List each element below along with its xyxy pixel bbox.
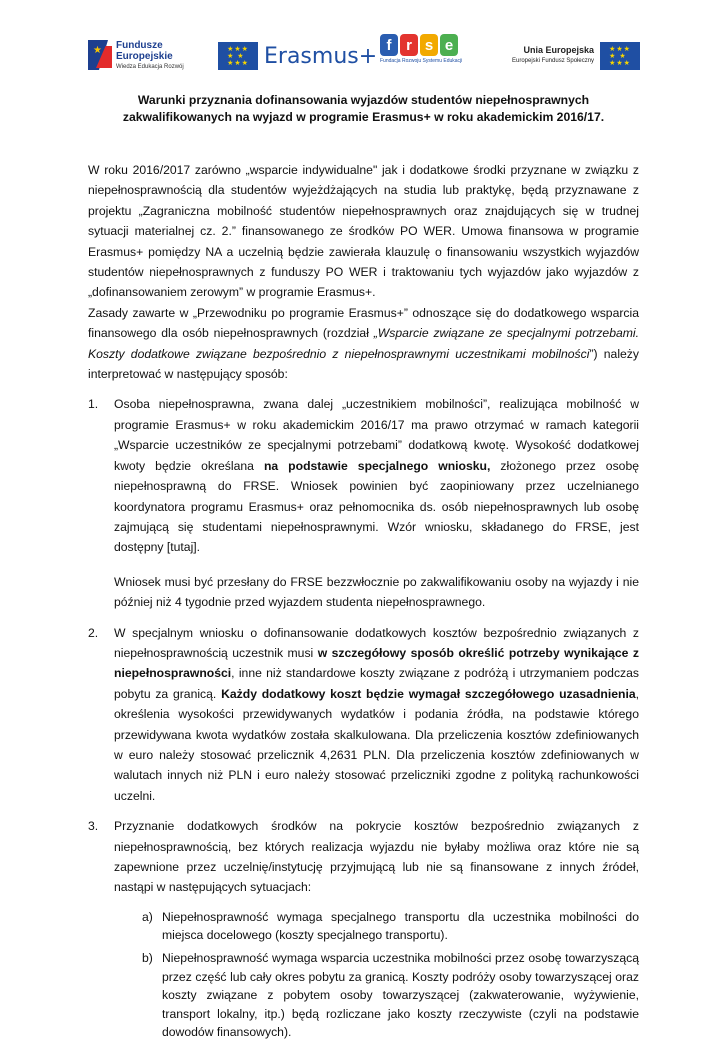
sub-item-letter: b) [142,951,153,965]
guide-paragraph: Zasady zawarte w „Przewodniku po programie Erasmus+” odnoszące się do dodatkowego wsparcia finansowego dla osób niepełnosprawnych (rozdział „Wsparcie związane ze specjalnymi potrzebami. Koszty dodatkowe związane bezpośrednio z niepełnosprawnymi uczestnikami mobilności”) należy interpretować w następujący sposób: [88,305,640,382]
list-item [88,623,639,807]
logo-bar [0,34,725,78]
sub-item-letter: a) [142,909,153,924]
ue-line1: Unia Europejska [523,45,595,55]
item-text: W specjalnym wniosku o dofinansowanie dodatkowych kosztów bezpośrednio związanych z niepełnosprawnością uczestnik musi w szczegółowy sposób określić potrzeby wynikające z niepełnosprawności, inne niż standardowe koszty związane z podróżą i utrzymaniem podczas pobytu za granicą. Każdy dodatkowy koszt będzie wymagał szczegółowego uzasadnienia, określenia wysokości przewidywanych wydatków i podania źródła, na podstawie którego przewidywana kwota wydatków została skalkulowana. Dla przeliczenia kosztów zdefiniowanych w euro należy stosować przelicznik 4,2631 PLN. Dla przeliczenia kosztów zdefiniowanych w walutach innych niż PLN i euro należy stosować przeliczniki zgodne z polityką rachunkowości uczelni. [114,625,639,803]
intro-paragraph: W roku 2016/2017 zarówno „wsparcie indywidualne" jak i dodatkowe środki przyznane w związku z niepełnosprawnością dla studentów wyjeżdżających na studia lub praktykę, będą przyznawane z projektu „Zagraniczna mobilność studentów niepełnosprawnych oraz znajdujących się w trudnej sytuacji materialnej cz. 2.” finansowanego ze środków PO WER. Umowa finansowa w programie Erasmus+ pomiędzy NA a uczelnią będzie zawierała klauzulę o finansowaniu wszystkich wyjazdów studentów niepełnosprawnych z funduszy PO WER i traktowaniu tych wyjazdów jako wyjazdów z „dofinansowaniem zerowym” w programie Erasmus+. [88,163,639,300]
sub-item-text: Niepełnosprawność wymaga wsparcia uczestnika mobilności przez osobę towarzyszącą przez część lub cały okres pobytu za granicą. Koszty podróży osoby towarzyszącej oraz koszty związane z pobytem osoby towarzyszącej (zakwaterowanie, wyżywienie, transport lokalny, itp.) będą rozliczane jako koszty rzeczywiste (czyli na podstawie dowodów finansowych). [162,951,639,1040]
fe-line2: Europejskie [116,50,173,62]
sub-list-item [142,949,639,1042]
frse-letter-tile: f [380,34,398,56]
conditions-list [88,394,639,1042]
sub-list-item [142,908,639,945]
sub-item-text: Niepełnosprawność wymaga specjalnego transportu dla uczestnika mobilności do miejsca docelowego (koszty specjalnego transportu). [162,909,639,943]
frse-letter-tile: s [420,34,438,56]
item-note: Wniosek musi być przesłany do FRSE bezzwłocznie po zakwalifikowaniu osoby na wyjazdy i nie później niż 4 tygodnie przed wyjazdem studenta niepełnosprawnego. [114,574,639,610]
ue-line2: Europejski Fundusz Społeczny [512,58,595,64]
frse-subtitle: Fundacja Rozwoju Systemu Edukacji [380,58,463,64]
frse-logo [380,34,462,78]
sub-list [142,908,639,1042]
list-item [88,394,639,612]
fundusze-europejskie-logo [88,34,184,78]
erasmus-text: Erasmus+ [264,43,378,69]
eu-flag-icon: ★★★ ★ ★ ★★★ [600,42,640,70]
fe-emblem-icon: ★ [88,40,112,72]
eu-flag-icon: ★★★ ★ ★ ★★★ [218,42,258,70]
item-number: 2. [88,625,99,640]
frse-letter-tile: r [400,34,418,56]
item-text: Przyznanie dodatkowych środków na pokrycie kosztów bezpośrednio związanych z niepełnosprawnością, bez których realizacja wyjazdu nie byłaby możliwa oraz które nie są zapewnione przez uczelnię/instytucję przyjmującą lub nie są finansowane z innych źródeł, nastąpi w następujących sytuacjach: [114,819,639,895]
list-item [88,816,639,1042]
ue-efs-logo [512,34,640,78]
erasmus-logo [218,34,377,78]
fe-line3: Wiedza Edukacja Rozwój [116,63,184,70]
frse-letter-tile: e [440,34,458,56]
item-text: Osoba niepełnosprawna, zwana dalej „uczestnikiem mobilności”, realizująca mobilność w programie Erasmus+ w roku akademickim 2016/17 ma prawo otrzymać w ramach kategorii „Wsparcie uczestników ze specjalnymi potrzebami” dodatkową kwotę. Wysokość dodatkowej kwoty będzie określana na podstawie specjalnego wniosku, złożonego przez osobę niepełnosprawną do FRSE. Wniosek powinien być zaopiniowany przez uczelnianego koordynatora programu Erasmus+ oraz pełnomocnika ds. osób niepełnosprawnych lub osobę zajmującą się studentami niepełnosprawnymi. Wzór wniosku, składanego do FRSE, jest dostępny [tutaj]. [114,397,639,555]
fe-line1: Fundusze [116,39,163,51]
document-body [88,92,639,1042]
item-number: 1. [88,397,99,412]
document-title: Warunki przyznania dofinansowania wyjazdów studentów niepełnosprawnych zakwalifikowanych na wyjazd w programie Erasmus+ w roku akademickim 2016/17. [122,93,605,124]
frse-letters [380,34,460,56]
chapter-title: „Wsparcie związane ze specjalnymi potrzebami. Koszty dodatkowe związane bezpośrednio z niepełnosprawnymi uczestnikami mobilności [88,326,640,361]
item-number: 3. [88,819,99,834]
